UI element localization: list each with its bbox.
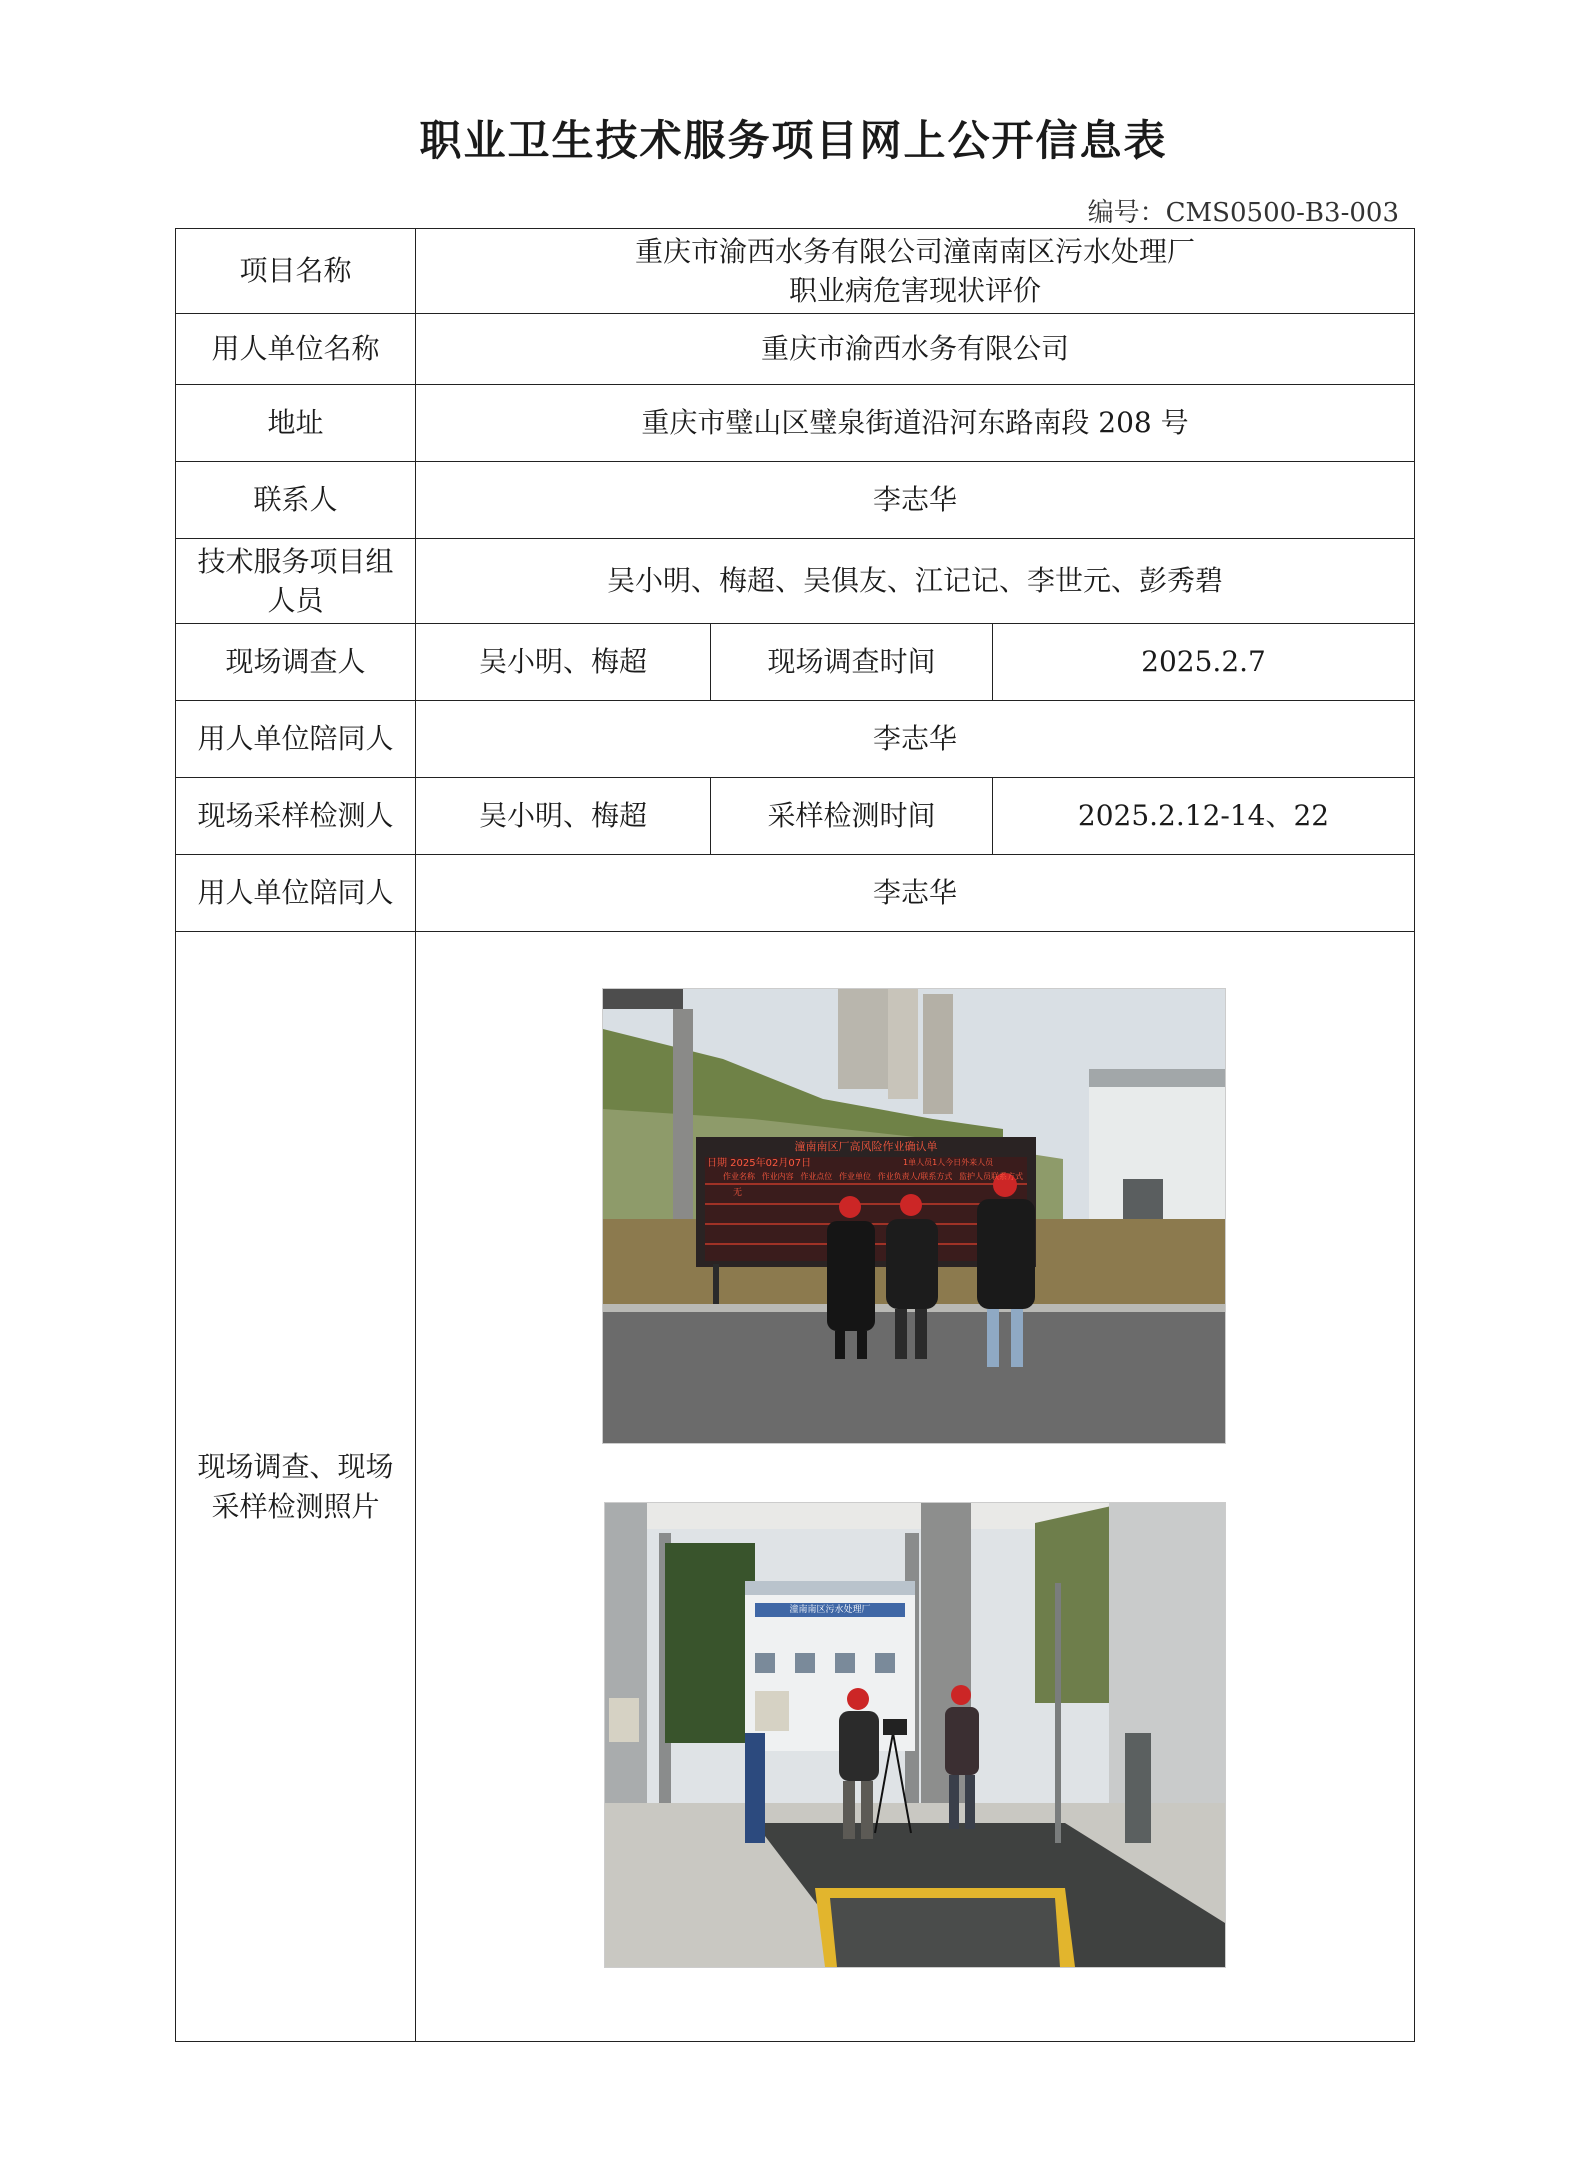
value-survey: 吴小明、梅超 xyxy=(416,624,711,701)
survey-photo xyxy=(602,988,1226,1444)
label-sampling: 现场采样检测人 xyxy=(176,778,416,855)
table-row xyxy=(176,229,1415,314)
value-survey-time: 2025.2.7 xyxy=(993,624,1415,701)
label-project-name: 项目名称 xyxy=(176,229,416,314)
label-contact: 联系人 xyxy=(176,462,416,539)
board-col: 作业单位 xyxy=(838,1172,871,1181)
table-row xyxy=(176,539,1415,624)
board-col: 作业点位 xyxy=(800,1172,833,1181)
value-address: 重庆市璧山区璧泉街道沿河东路南段 208 号 xyxy=(416,385,1415,462)
photos-cell xyxy=(416,932,1415,2042)
table-row xyxy=(176,314,1415,385)
building-banner: 潼南南区污水处理厂 xyxy=(789,1605,871,1615)
label-team: 技术服务项目组人员 xyxy=(176,539,416,624)
label-address: 地址 xyxy=(176,385,416,462)
page-title: 职业卫生技术服务项目网上公开信息表 xyxy=(419,116,1168,165)
board-col: 作业内容 xyxy=(761,1172,794,1181)
document-number: 编号：CMS0500-B3-003 xyxy=(1087,198,1399,228)
project-name-line2: 职业病危害现状评价 xyxy=(789,274,1042,307)
table-row xyxy=(176,462,1415,539)
survey-photo-scene xyxy=(603,989,1225,1443)
table-row xyxy=(176,624,1415,701)
value-contact: 李志华 xyxy=(416,462,1415,539)
info-table xyxy=(175,228,1415,2042)
table-row xyxy=(176,778,1415,855)
board-columns xyxy=(723,1171,1023,1182)
label-survey-escort: 用人单位陪同人 xyxy=(176,701,416,778)
board-col: 监护人员联系方式 xyxy=(958,1172,1023,1181)
value-survey-escort: 李志华 xyxy=(416,701,1415,778)
board-row-value: 无 xyxy=(733,1188,743,1198)
label-photos: 现场调查、现场采样检测照片 xyxy=(176,932,416,2042)
table-row xyxy=(176,701,1415,778)
value-sampling-escort: 李志华 xyxy=(416,855,1415,932)
label-employer: 用人单位名称 xyxy=(176,314,416,385)
label-survey-time: 现场调查时间 xyxy=(711,624,993,701)
table-row xyxy=(176,932,1415,2042)
project-name-line1: 重庆市渝西水务有限公司潼南南区污水处理厂 xyxy=(635,234,1196,268)
board-col: 作业负责人/联系方式 xyxy=(877,1172,953,1181)
table-row xyxy=(176,385,1415,462)
value-team: 吴小明、梅超、吴俱友、江记记、李世元、彭秀碧 xyxy=(416,539,1415,624)
table-row xyxy=(176,855,1415,932)
value-project-name xyxy=(416,229,1415,314)
value-sampling: 吴小明、梅超 xyxy=(416,778,711,855)
sampling-photo-scene xyxy=(605,1503,1225,1967)
label-sampling-escort: 用人单位陪同人 xyxy=(176,855,416,932)
label-sampling-time: 采样检测时间 xyxy=(711,778,993,855)
board-date: 日期 2025年02月07日 xyxy=(707,1158,812,1169)
board-right-note: 1单人员1人今日外来人员 xyxy=(903,1158,994,1167)
sampling-photo xyxy=(604,1502,1226,1968)
value-employer: 重庆市渝西水务有限公司 xyxy=(416,314,1415,385)
value-sampling-time: 2025.2.12-14、22 xyxy=(993,778,1415,855)
board-col: 作业名称 xyxy=(723,1172,755,1181)
label-survey: 现场调查人 xyxy=(176,624,416,701)
board-title: 潼南南区厂高风险作业确认单 xyxy=(794,1140,938,1153)
